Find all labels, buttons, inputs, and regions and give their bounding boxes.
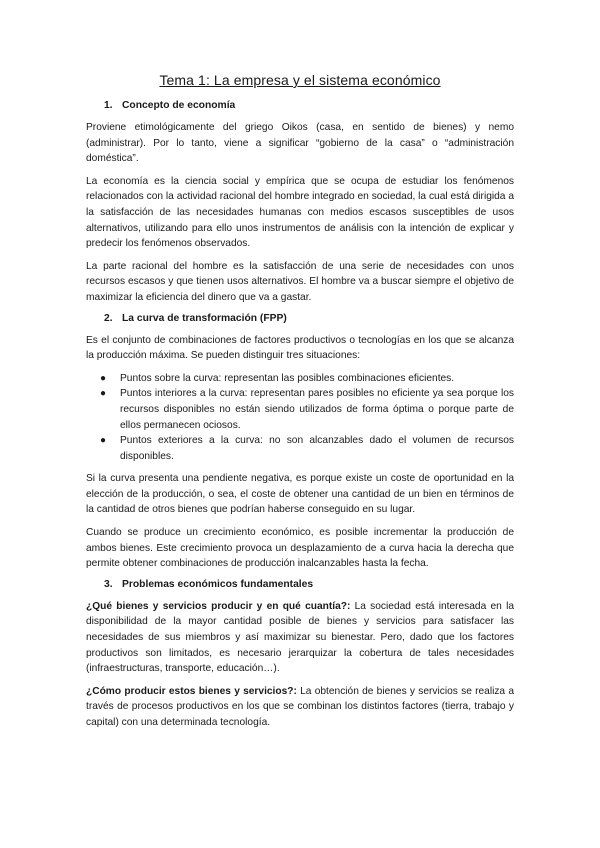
section-title: Problemas económicos fundamentales <box>122 578 314 590</box>
paragraph: Si la curva presenta una pendiente negativa, es porque existe un coste de oportunidad en la elección de la producción, o sea, el coste de obtener una cantidad de un bien en términos de la cantidad de otros bienes que podrían haberse conseguido en su lugar. <box>86 473 514 516</box>
list-item: ● Puntos interiores a la curva: representan pares posibles no eficiente ya sea porque los recursos disponibles no están siendo utilizados de forma óptima o porque parte de ellos permanecen ociosos. <box>100 388 514 431</box>
bullet-icon: ● <box>100 388 107 400</box>
qa-paragraph <box>86 684 514 731</box>
section-heading-2 <box>86 313 514 324</box>
bullet-icon: ● <box>100 435 107 447</box>
section-heading-1 <box>86 100 514 111</box>
section-number: 1. <box>104 100 113 111</box>
bullet-icon: ● <box>100 372 107 384</box>
paragraph: La parte racional del hombre es la satisfacción de una serie de necesidades con unos recursos escasos y que tienen usos alternativos. El hombre va a buscar siempre el objetivo de maximizar la eficiencia del dinero que va a gastar. <box>86 260 514 303</box>
question: ¿Cómo producir estos bienes y servicios?: <box>86 685 297 697</box>
bullet-list <box>86 371 514 465</box>
section-title: La curva de transformación (FPP) <box>122 312 287 324</box>
paragraph: Cuando se produce un crecimiento económico, es posible incrementar la producción de ambos bienes. Este crecimiento provoca un desplazamiento de a curva hacia la derecha que permite obtener combinaciones de producción inalcanzables hasta la fecha. <box>86 527 514 570</box>
document-page <box>86 72 514 738</box>
section-title: Concepto de economía <box>122 100 236 111</box>
answer: La obtención de bienes y servicios se realiza a través de procesos productivos en los que se combinan los distintos factores (tierra, trabajo y capital) con una determinada tecnología. <box>86 685 514 728</box>
answer: La sociedad está interesada en la disponibilidad de la mayor cantidad posible de bienes y servicios para satisfacer las necesidades de sus miembros y así maximizar su bienestar. Pero, dado que los factores productivos son limitados, es necesario jerarquizar la cobertura de tales necesidades (infraestructuras, transporte, educación…). <box>86 600 515 675</box>
list-item: ● Puntos exteriores a la curva: no son alcanzables dado el volumen de recursos disponibles. <box>100 435 514 462</box>
question: ¿Qué bienes y servicios producir y en qué cuantía?: <box>86 600 351 612</box>
paragraph: Proviene etimológicamente del griego Oikos (casa, en sentido de bienes) y nemo (administrar). Por lo tanto, viene a significar “gobierno de la casa” o “administración doméstica”. <box>86 122 514 165</box>
section-heading-3 <box>86 579 514 590</box>
list-item: ● Puntos sobre la curva: representan las posibles combinaciones eficientes. <box>86 371 514 387</box>
paragraph: La economía es la ciencia social y empírica que se ocupa de estudiar los fenómenos relacionados con la actividad racional del hombre integrado en sociedad, la cual está dirigida a la satisfacción de las necesidades humanas con medios escasos susceptibles de usos alternativos, utilizando para ello unos instrumentos de análisis con la intención de explicar y predecir los fenómenos observados. <box>86 175 514 250</box>
page-title: Tema 1: La empresa y el sistema económico <box>159 72 441 88</box>
section-number: 3. <box>104 578 113 590</box>
qa-paragraph <box>86 599 514 677</box>
paragraph: Es el conjunto de combinaciones de factores productivos o tecnologías en los que se alcanza la producción máxima. Se pueden distinguir tres situaciones: <box>86 334 514 362</box>
section-number: 2. <box>104 312 113 324</box>
